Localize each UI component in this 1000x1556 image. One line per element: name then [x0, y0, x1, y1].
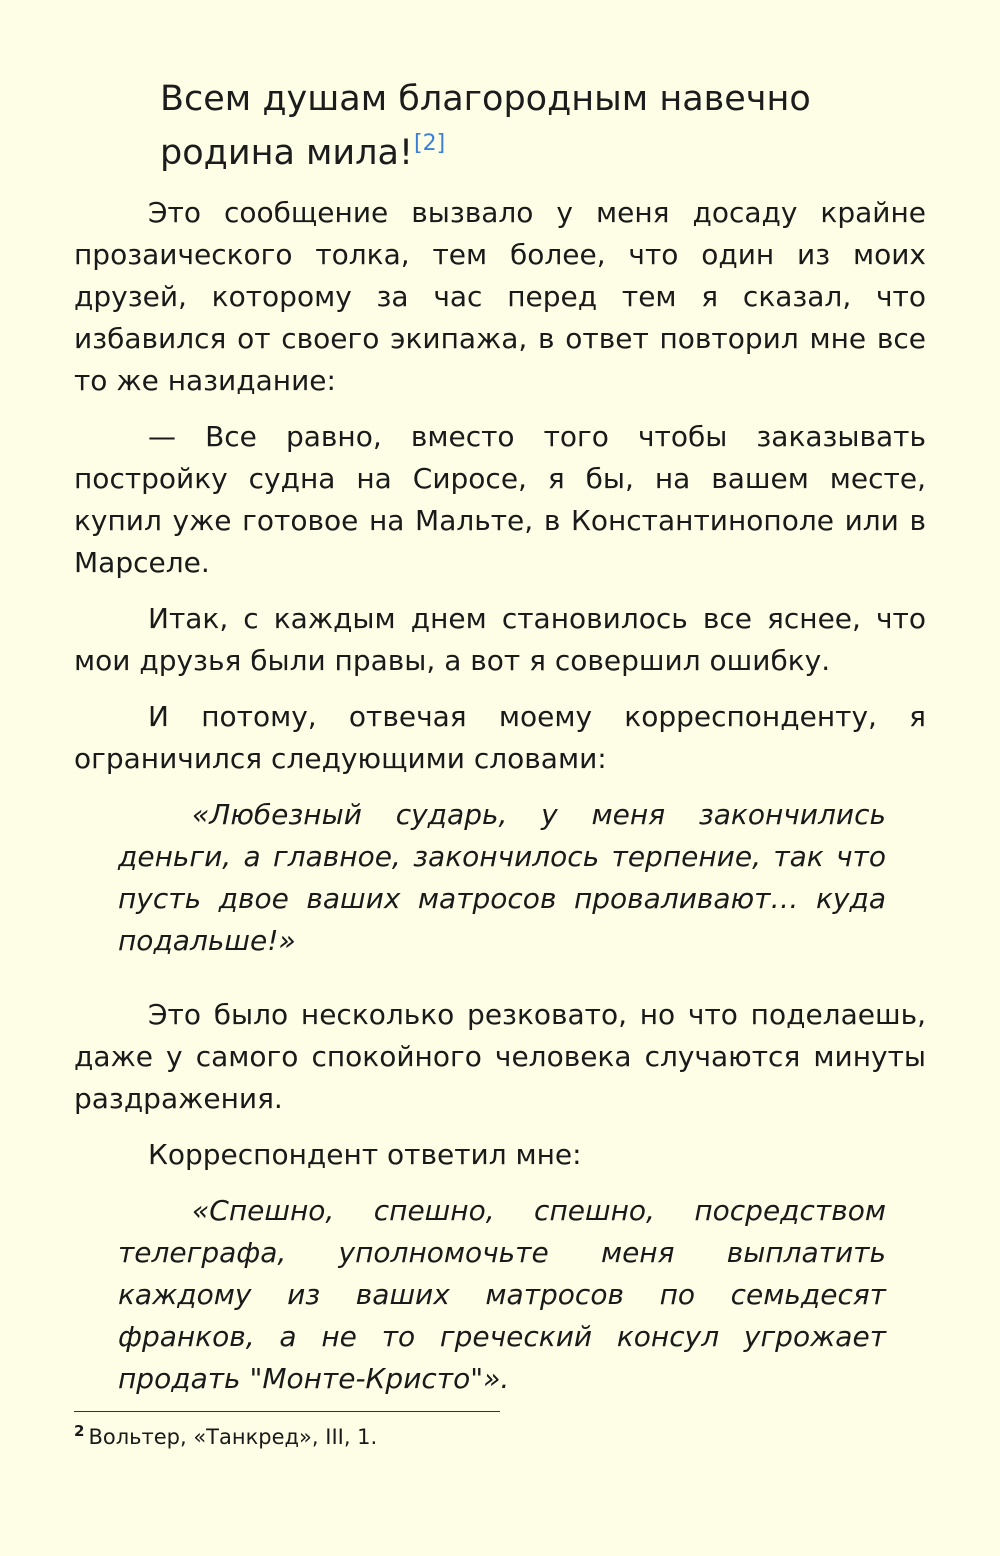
paragraph: Это сообщение вызвало у меня досаду крайне прозаического толка, тем более, что один из моих друзей, которому за час перед тем я сказал, что избавился от своего экипажа, в ответ повторил мне все то же назидание: [74, 196, 926, 397]
quoted-letter: «Спешно, спешно, спешно, посредством телеграфа, уполномочьте меня выплатить каждому из ваших матросов по семьдесят франков, а не то греческий консул угрожает продать "Монте-Кристо"». [118, 1194, 886, 1395]
quoted-letter: «Любезный сударь, у меня закончились деньги, а главное, закончилось терпение, так что пусть двое ваших матросов проваливают… куда подальше!» [118, 798, 886, 957]
body-text [74, 192, 926, 1414]
paragraph: — Все равно, вместо того чтобы заказывать постройку судна на Сиросе, я бы, на вашем месте, купил уже готовое на Мальте, в Константинополе или в Марселе. [74, 420, 926, 579]
footnote-divider [74, 1411, 500, 1412]
verse-line [160, 72, 940, 185]
footnote-text: Вольтер, «Танкред», III, 1. [88, 1425, 378, 1449]
paragraph: Итак, с каждым днем становилось все яснее, что мои друзья были правы, а вот я совершил ошибку. [74, 602, 926, 677]
paragraph: Корреспондент ответил мне: [148, 1138, 582, 1171]
verse-text: Всем душам благородным навечно родина мила! [160, 79, 811, 173]
footnote-reference-link[interactable]: [2] [414, 131, 446, 156]
footnote-number: 2 [74, 1422, 85, 1440]
paragraph: Это было несколько резковато, но что поделаешь, даже у самого спокойного человека случаются минуты раздражения. [74, 998, 926, 1115]
paragraph: И потому, отвечая моему корреспонденту, я ограничился следующими словами: [74, 700, 926, 775]
footnote [74, 1422, 377, 1454]
